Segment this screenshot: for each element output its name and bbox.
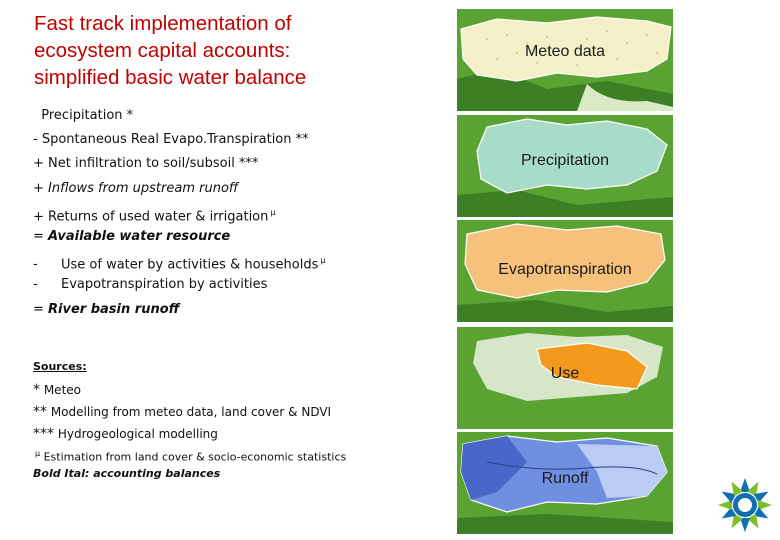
map-label: Use: [550, 365, 580, 382]
balance-text: Precipitation *: [41, 108, 134, 123]
logo-ray: [718, 500, 732, 510]
balance-operator: +: [33, 156, 49, 172]
balance-operator: +: [33, 209, 49, 225]
balance-line: [33, 273, 453, 297]
balance-text: Evapotranspiration by activities: [61, 277, 268, 293]
balance-line: [33, 104, 453, 128]
mu-mark: µ: [270, 207, 276, 217]
balance-operator: -: [33, 277, 38, 293]
title-line-3: simplified basic water balance: [34, 66, 307, 89]
balance-line: [33, 249, 453, 273]
balance-operator: -: [33, 257, 38, 273]
balance-operator: =: [33, 228, 49, 244]
logo-ray: [758, 500, 772, 510]
map-panel-use: [457, 327, 673, 429]
logo-ray: [740, 518, 750, 532]
mu-mark: µ: [320, 256, 326, 266]
balance-line: [33, 225, 453, 249]
balance-text: Net infiltration to soil/subsoil ***: [48, 156, 259, 172]
balance-line: [33, 152, 453, 176]
source-text: Hydrogeological modelling: [57, 427, 218, 441]
map-panel-runoff: [457, 432, 673, 534]
balance-text: Inflows from upstream runoff: [48, 180, 239, 196]
balance-line: [33, 128, 453, 152]
slide-title: [34, 10, 434, 91]
source-mark: **: [33, 404, 47, 420]
title-line-2: ecosystem capital accounts:: [34, 39, 291, 62]
map-label: Meteo data: [524, 43, 606, 60]
map-panel-meteo: [457, 9, 673, 111]
balance-line: [33, 298, 453, 322]
eea-logo-graphic: [714, 474, 776, 536]
balance-line: [33, 177, 453, 201]
map-label: Runoff: [541, 470, 589, 487]
source-text: Modelling from meteo data, land cover & NDVI: [50, 405, 332, 419]
source-item: [33, 423, 453, 445]
balance-text: Available water resource: [48, 228, 231, 244]
balance-line: [33, 201, 453, 225]
logo-ray: [740, 478, 750, 492]
sources-heading: Sources:: [33, 360, 87, 373]
source-item: [33, 401, 453, 423]
title-line-1: Fast track implementation of: [34, 12, 292, 35]
source-mark: µ: [35, 449, 41, 458]
balance-text: Use of water by activities & households: [61, 257, 319, 273]
eea-logo-icon: [714, 474, 776, 536]
source-mark: *: [33, 382, 40, 398]
source-item: [33, 379, 453, 401]
water-balance-list: [33, 104, 453, 322]
map-panel-evapotranspiration: [457, 220, 673, 322]
balance-text: Returns of used water & irrigation: [48, 209, 269, 225]
map-label: Precipitation: [520, 152, 610, 169]
source-footnote: Bold Ital: accounting balances: [33, 466, 221, 480]
map-label: Evapotranspiration: [498, 261, 632, 278]
source-text: Meteo: [43, 383, 81, 397]
balance-text: River basin runoff: [48, 301, 180, 317]
balance-text: Spontaneous Real Evapo.Transpiration **: [41, 132, 309, 148]
balance-operator: =: [33, 301, 49, 317]
source-item: [33, 445, 453, 466]
source-mark: ***: [33, 426, 54, 442]
map-panel-precipitation: [457, 115, 673, 217]
source-text: Estimation from land cover & socio-economic statistics: [43, 450, 347, 464]
balance-operator: +: [33, 180, 49, 196]
balance-operator: -: [33, 132, 42, 148]
sources-block: [33, 360, 453, 482]
